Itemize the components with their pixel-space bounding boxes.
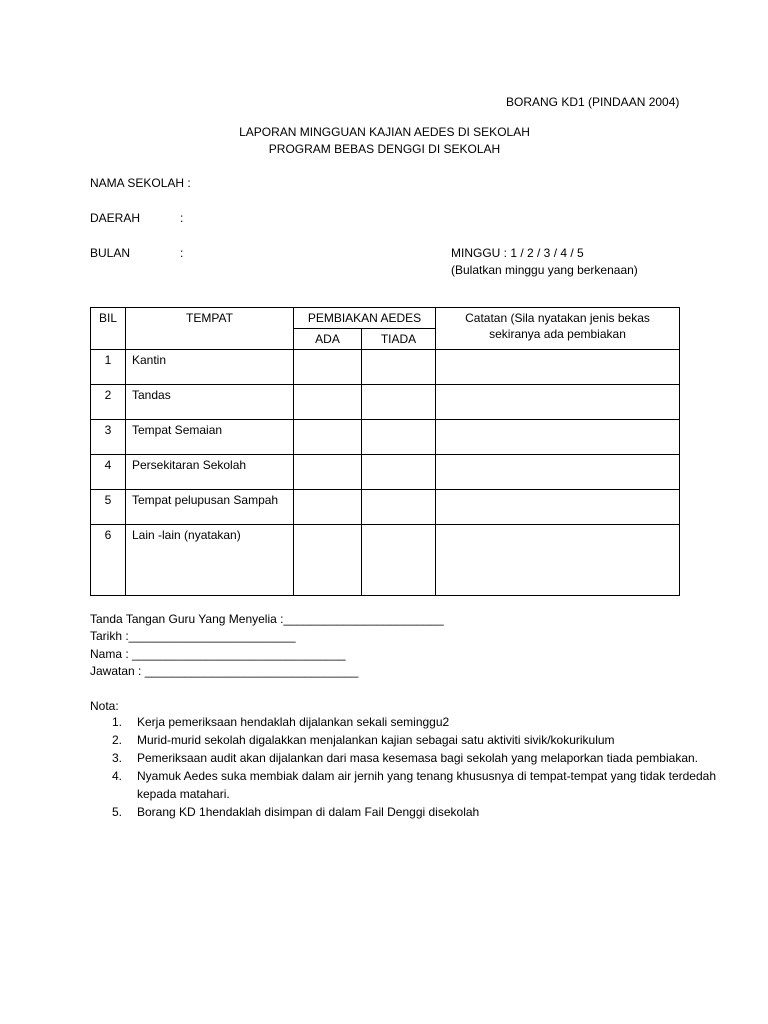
note-number: 2. xyxy=(112,733,123,747)
note-number: 5. xyxy=(112,805,123,819)
signature-line[interactable]: Tanda Tangan Guru Yang Menyelia :________________________ xyxy=(90,612,444,626)
table-row xyxy=(91,385,680,420)
title-line-1: LAPORAN MINGGUAN KAJIAN AEDES DI SEKOLAH xyxy=(239,125,530,139)
aedes-report-table xyxy=(90,307,680,596)
row-bil: 3 xyxy=(91,420,126,455)
tiada-cell[interactable] xyxy=(362,420,436,455)
catatan-cell[interactable] xyxy=(436,525,680,596)
ada-cell[interactable] xyxy=(294,490,362,525)
header-tiada: TIADA xyxy=(362,329,436,350)
table-row xyxy=(91,420,680,455)
bulan-label: BULAN xyxy=(90,246,131,260)
note-number: 3. xyxy=(112,751,123,765)
position-line[interactable]: Jawatan : ________________________________ xyxy=(90,664,359,678)
ada-cell[interactable] xyxy=(294,385,362,420)
minggu-hint: (Bulatkan minggu yang berkenaan) xyxy=(451,263,638,277)
catatan-cell[interactable] xyxy=(436,350,680,385)
note-text: Nyamuk Aedes suka membiak dalam air jernih yang tenang khususnya di tempat-tempat yang tidak terdedah kepada matahari. xyxy=(137,769,716,801)
table-row xyxy=(91,455,680,490)
tiada-cell[interactable] xyxy=(362,385,436,420)
row-tempat: Lain -lain (nyatakan) xyxy=(126,525,294,596)
row-tempat: Persekitaran Sekolah xyxy=(126,455,294,490)
title-line-2: PROGRAM BEBAS DENGGI DI SEKOLAH xyxy=(268,142,501,156)
row-bil: 6 xyxy=(91,525,126,596)
daerah-colon: : xyxy=(180,211,184,225)
tiada-cell[interactable] xyxy=(362,455,436,490)
catatan-cell[interactable] xyxy=(436,490,680,525)
nama-sekolah-label: NAMA SEKOLAH : xyxy=(90,176,191,190)
note-text: Murid-murid sekolah digalakkan menjalankan kajian sebagai satu aktiviti sivik/kokurikulum xyxy=(137,733,615,747)
row-bil: 1 xyxy=(91,350,126,385)
table-row xyxy=(91,350,680,385)
bulan-colon: : xyxy=(180,246,184,260)
ada-cell[interactable] xyxy=(294,350,362,385)
header-pembiakan: PEMBIAKAN AEDES xyxy=(294,308,436,329)
catatan-cell[interactable] xyxy=(436,455,680,490)
catatan-cell[interactable] xyxy=(436,420,680,455)
tiada-cell[interactable] xyxy=(362,525,436,596)
note-number: 1. xyxy=(112,715,123,729)
catatan-cell[interactable] xyxy=(436,385,680,420)
tiada-cell[interactable] xyxy=(362,490,436,525)
form-code: BORANG KD1 (PINDAAN 2004) xyxy=(506,95,680,109)
row-tempat: Kantin xyxy=(126,350,294,385)
row-tempat: Tempat Semaian xyxy=(126,420,294,455)
ada-cell[interactable] xyxy=(294,525,362,596)
table-row xyxy=(91,490,680,525)
list-item xyxy=(112,749,727,767)
header-catatan: Catatan (Sila nyatakan jenis bekas sekiranya ada pembiakan xyxy=(436,308,680,350)
notes-title: Nota: xyxy=(90,699,119,713)
tiada-cell[interactable] xyxy=(362,350,436,385)
minggu-label: MINGGU : 1 / 2 / 3 / 4 / 5 xyxy=(451,246,584,260)
ada-cell[interactable] xyxy=(294,455,362,490)
date-line[interactable]: Tarikh :_________________________ xyxy=(90,629,296,643)
notes-list xyxy=(90,713,727,821)
list-item xyxy=(112,713,727,731)
table-row xyxy=(91,525,680,596)
row-tempat: Tandas xyxy=(126,385,294,420)
row-bil: 2 xyxy=(91,385,126,420)
header-bil: BIL xyxy=(91,308,126,350)
name-line[interactable]: Nama : ________________________________ xyxy=(90,647,346,661)
note-text: Pemeriksaan audit akan dijalankan dari masa kesemasa bagi sekolah yang melaporkan tiada pembiakan. xyxy=(137,751,698,765)
list-item xyxy=(112,767,727,803)
note-text: Kerja pemeriksaan hendaklah dijalankan sekali seminggu2 xyxy=(137,715,450,729)
note-number: 4. xyxy=(112,769,123,783)
list-item xyxy=(112,731,727,749)
row-bil: 5 xyxy=(91,490,126,525)
row-bil: 4 xyxy=(91,455,126,490)
list-item xyxy=(112,803,727,821)
daerah-label: DAERAH xyxy=(90,211,141,225)
note-text: Borang KD 1hendaklah disimpan di dalam Fail Denggi disekolah xyxy=(137,805,480,819)
header-ada: ADA xyxy=(294,329,362,350)
header-tempat: TEMPAT xyxy=(126,308,294,350)
ada-cell[interactable] xyxy=(294,420,362,455)
row-tempat: Tempat pelupusan Sampah xyxy=(126,490,294,525)
